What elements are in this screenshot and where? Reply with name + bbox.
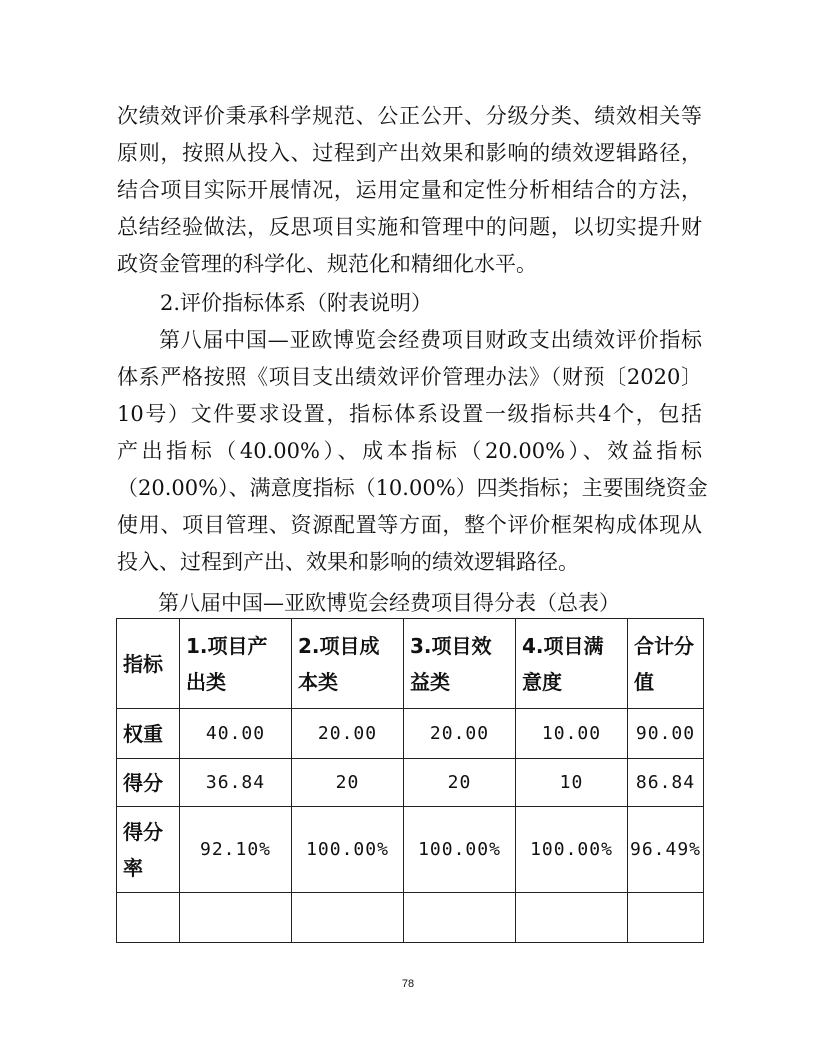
page-number: 78	[401, 978, 415, 990]
row-label: 得分	[117, 759, 180, 807]
table-cell: 96.49%	[628, 807, 704, 893]
header-cell: 2.项目成本类	[292, 619, 404, 709]
table-row	[117, 759, 704, 807]
table-cell: 86.84	[628, 759, 704, 807]
table-cell: 100.00%	[516, 807, 628, 893]
table-cell	[404, 893, 516, 943]
table-cell: 20	[292, 759, 404, 807]
table-cell: 20.00	[404, 709, 516, 759]
table-cell	[180, 893, 292, 943]
text-line: 体系严格按照《项目支出绩效评价管理办法》（财预〔2020〕	[117, 365, 702, 389]
text-line: 政资金管理的科学化、规范化和精细化水平。	[117, 252, 537, 276]
table-title: 第八届中国—亚欧博览会经费项目得分表（总表）	[158, 591, 620, 615]
section-heading: 2.评价指标体系（附表说明）	[160, 291, 433, 315]
paragraph-evaluation-principles	[117, 98, 702, 283]
row-label	[117, 893, 180, 943]
row-label: 权重	[117, 709, 180, 759]
text-line: 总结经验做法，反思项目实施和管理中的问题，以切实提升财	[117, 215, 702, 239]
table-cell: 10	[516, 759, 628, 807]
table-cell: 20.00	[292, 709, 404, 759]
table-row	[117, 807, 704, 893]
row-label: 得分率	[117, 807, 180, 893]
text-line: 投入、过程到产出、效果和影响的绩效逻辑路径。	[117, 550, 579, 574]
text-line: 10号）文件要求设置，指标体系设置一级指标共4个，包括	[117, 402, 702, 426]
text-line: 次绩效评价秉承科学规范、公正公开、分级分类、绩效相关等	[117, 104, 702, 128]
table-row	[117, 709, 704, 759]
table-row-empty	[117, 893, 704, 943]
table-cell	[516, 893, 628, 943]
table-cell: 100.00%	[404, 807, 516, 893]
table-cell	[292, 893, 404, 943]
table-cell: 10.00	[516, 709, 628, 759]
text-line: 产出指标（40.00%）、成本指标（20.00%）、效益指标	[117, 439, 702, 463]
text-line: 结合项目实际开展情况，运用定量和定性分析相结合的方法，	[117, 178, 702, 202]
header-cell: 4.项目满意度	[516, 619, 628, 709]
header-cell: 合计分值	[628, 619, 704, 709]
table-cell	[628, 893, 704, 943]
table-cell: 92.10%	[180, 807, 292, 893]
header-cell: 3.项目效益类	[404, 619, 516, 709]
table-header-row	[117, 619, 704, 709]
table-cell: 90.00	[628, 709, 704, 759]
header-cell: 1.项目产出类	[180, 619, 292, 709]
text-line: 第八届中国—亚欧博览会经费项目财政支出绩效评价指标	[159, 328, 702, 352]
table-cell: 100.00%	[292, 807, 404, 893]
text-line: 原则，按照从投入、过程到产出效果和影响的绩效逻辑路径，	[117, 141, 702, 165]
table-cell: 36.84	[180, 759, 292, 807]
text-line: （20.00%）、满意度指标（10.00%）四类指标；主要围绕资金	[117, 476, 708, 500]
header-cell: 指标	[117, 619, 180, 709]
table-cell: 20	[404, 759, 516, 807]
paragraph-indicator-system	[117, 322, 708, 581]
table-cell: 40.00	[180, 709, 292, 759]
score-table	[116, 618, 704, 943]
text-line: 使用、项目管理、资源配置等方面，整个评价框架构成体现从	[117, 513, 702, 537]
